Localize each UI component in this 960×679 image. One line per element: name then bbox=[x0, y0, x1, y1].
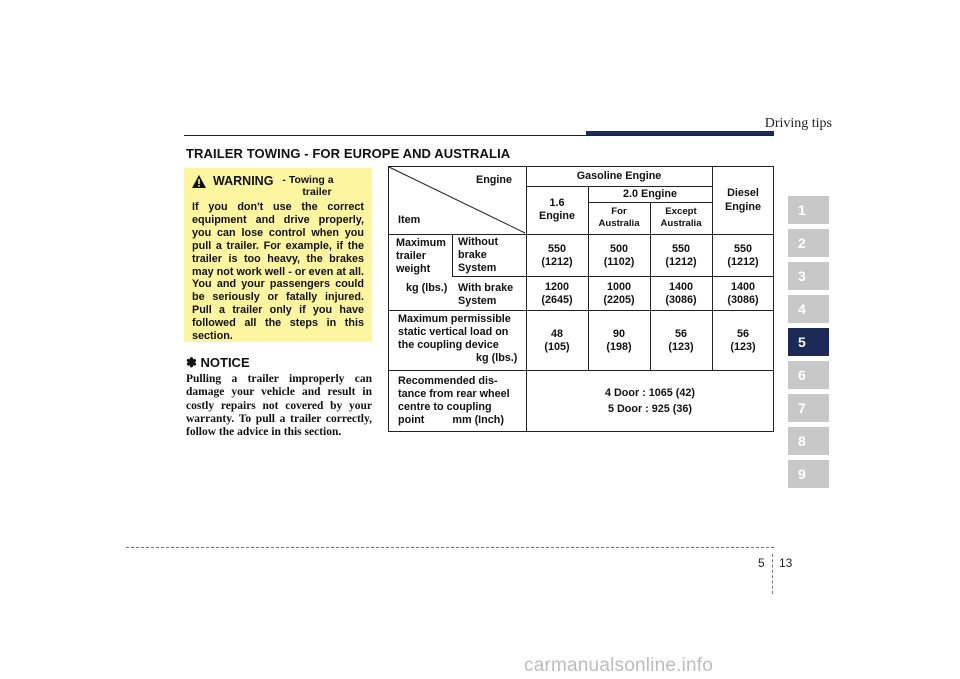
diesel-engine-header: Diesel Engine bbox=[725, 187, 761, 213]
table-cell: 48 (105) bbox=[544, 328, 570, 353]
corner-item-label: Item bbox=[398, 214, 421, 226]
footer-chapter-number: 5 bbox=[758, 556, 765, 570]
table-cell: 56 (123) bbox=[730, 328, 756, 353]
gasoline-engine-header: Gasoline Engine bbox=[576, 170, 662, 182]
watermark: carmanualsonline.info bbox=[524, 655, 714, 676]
table-cell: 550 (1212) bbox=[727, 243, 759, 268]
footer-page-divider bbox=[772, 554, 773, 594]
chapter-tab-6[interactable]: 6 bbox=[788, 361, 829, 389]
chapter-tab-7[interactable]: 7 bbox=[788, 394, 829, 422]
table-cell: 56 (123) bbox=[668, 328, 694, 353]
table-cell: 1400 (3086) bbox=[665, 281, 697, 306]
chapter-tab-3[interactable]: 3 bbox=[788, 262, 829, 290]
header-rule bbox=[184, 135, 774, 136]
towing-table bbox=[388, 166, 774, 432]
chapter-tab-8[interactable]: 8 bbox=[788, 427, 829, 455]
chapter-tab-2[interactable]: 2 bbox=[788, 229, 829, 257]
chapter-tab-9[interactable]: 9 bbox=[788, 460, 829, 488]
max-trailer-weight-label: Maximum trailer weight bbox=[396, 237, 446, 275]
without-brake-label: Without brake System bbox=[458, 236, 499, 274]
table-cell: 90 (198) bbox=[606, 328, 632, 353]
footer-page-number: 13 bbox=[779, 556, 793, 570]
warning-text: If you don't use the correct equipment and drive properly, you can lose control when you pull a trailer. For example, if the trailer is too heavy, the brakes may not work well - or even at all. You and your passengers could be seriously or fatally injured. Pull a trailer only if you have followed all the steps in this section. bbox=[192, 201, 364, 343]
chapter-tab-4[interactable]: 4 bbox=[788, 295, 829, 323]
engine-16-header: 1.6 Engine bbox=[539, 197, 575, 222]
engine-20-header: 2.0 Engine bbox=[622, 188, 677, 200]
warning-subtitle: - Towing a trailer bbox=[282, 174, 334, 198]
with-brake-label: With brake System bbox=[458, 282, 514, 307]
warning-triangle-icon bbox=[192, 175, 206, 188]
except-australia-header: Except Australia bbox=[660, 206, 702, 229]
max-trailer-weight-unit: kg (lbs.) bbox=[406, 282, 448, 294]
chapter-tab-5[interactable]: 5 bbox=[788, 328, 829, 356]
table-cell: 1400 (3086) bbox=[727, 281, 759, 306]
footer-divider bbox=[126, 547, 774, 548]
notice-text: Pulling a trailer improperly can damage your vehicle and result in costly repairs not covered by your warranty. To pull a trailer correctly, follow the advice in this section. bbox=[186, 373, 372, 439]
warning-box bbox=[184, 168, 372, 342]
table-cell: 1200 (2645) bbox=[541, 281, 573, 306]
table-cell: 500 (1102) bbox=[603, 243, 635, 268]
table-cell: 550 (1212) bbox=[541, 243, 573, 268]
chapter-tab-1[interactable]: 1 bbox=[788, 196, 829, 224]
table-cell: 550 (1212) bbox=[665, 243, 697, 268]
warning-title: WARNING bbox=[213, 174, 274, 188]
page-heading: TRAILER TOWING - FOR EUROPE AND AUSTRALIA bbox=[186, 146, 511, 161]
table-cell: 1000 (2205) bbox=[603, 281, 635, 306]
recommended-distance-value: 4 Door : 1065 (42) 5 Door : 925 (36) bbox=[604, 387, 695, 415]
recommended-distance-label: Recommended dis- tance from rear wheel centre to coupling point mm (Inch) bbox=[398, 375, 510, 426]
notice-title: ✽ NOTICE bbox=[186, 355, 250, 370]
corner-engine-label: Engine bbox=[476, 174, 512, 186]
vertical-load-label: Maximum permissible static vertical load on the coupling device kg (lbs.) bbox=[398, 313, 518, 364]
for-australia-header: For Australia bbox=[598, 206, 640, 229]
